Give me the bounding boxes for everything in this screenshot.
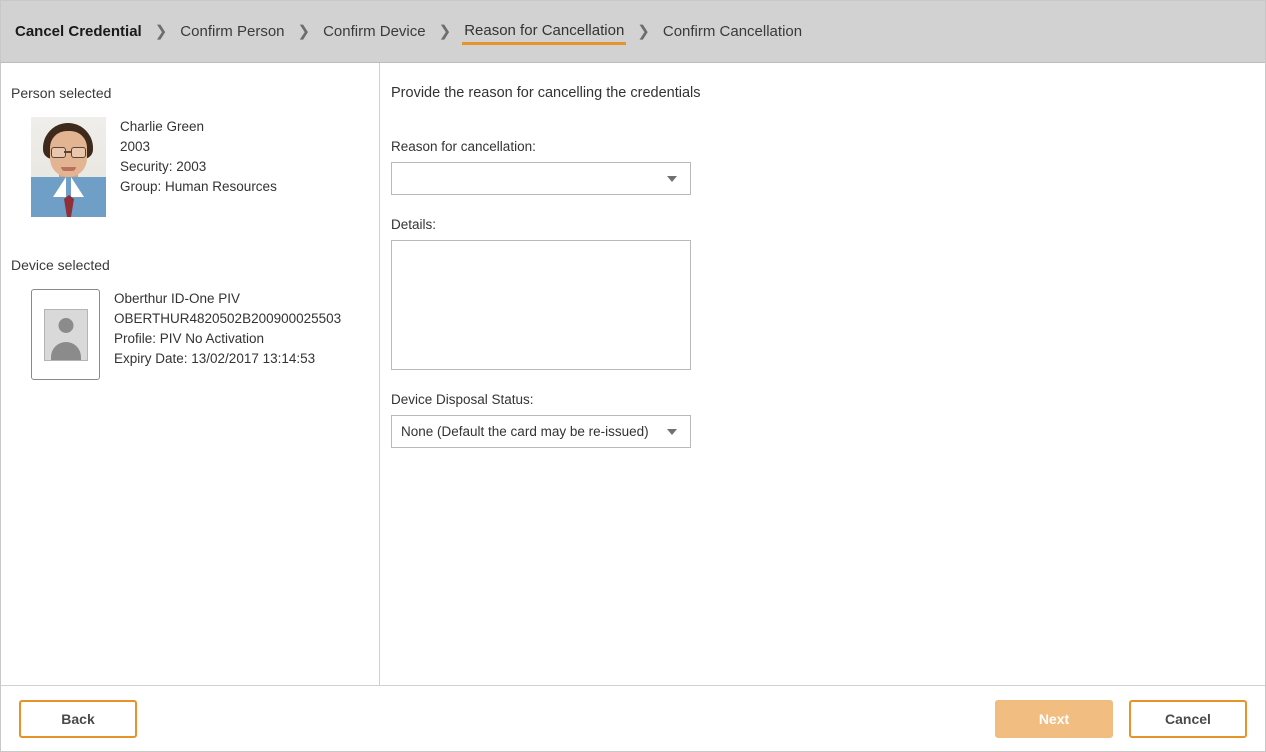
device-details [100,289,341,380]
wizard-body [1,63,1265,685]
breadcrumb-separator-icon: ❯ [297,23,311,40]
disposal-field-group [391,392,691,448]
person-summary [1,101,379,217]
next-button[interactable]: Next [995,700,1113,738]
breadcrumb-step-confirm-person[interactable]: Confirm Person [180,23,285,40]
breadcrumb-step-reason-for-cancellation[interactable]: Reason for Cancellation [462,18,626,45]
device-serial: OBERTHUR4820502B200900025503 [114,311,342,326]
person-selected-heading: Person selected [11,85,112,101]
smartcard-icon [31,289,100,380]
person-name: Charlie Green [120,119,205,134]
person-id: 2003 [120,139,151,154]
reason-form-pane [380,63,1265,685]
breadcrumb [1,1,1265,63]
breadcrumb-step-confirm-device[interactable]: Confirm Device [323,23,426,40]
device-disposal-status-value: None (Default the card may be re-issued) [401,424,649,439]
person-group: Group: Human Resources [120,179,277,194]
person-photo [31,117,106,217]
person-security: Security: 2003 [120,159,207,174]
chevron-down-icon[interactable] [662,416,682,447]
person-details [106,117,277,217]
reason-select[interactable] [391,162,691,195]
device-expiry: Expiry Date: 13/02/2017 13:14:53 [114,351,316,366]
details-label: Details: [391,217,437,232]
details-textarea[interactable] [391,240,691,370]
breadcrumb-step-confirm-cancellation[interactable]: Confirm Cancellation [662,23,803,40]
reason-label: Reason for cancellation: [391,139,536,154]
wizard-footer [1,685,1265,751]
page-title: Provide the reason for cancelling the credentials [391,85,701,101]
device-disposal-status-select[interactable] [391,415,691,448]
cancel-button[interactable]: Cancel [1129,700,1247,738]
breadcrumb-separator-icon: ❯ [154,23,168,40]
device-disposal-status-label: Device Disposal Status: [391,392,534,407]
selection-summary-pane [1,63,380,685]
breadcrumb-step-cancel-credential[interactable]: Cancel Credential [15,23,142,40]
back-button[interactable]: Back [19,700,137,738]
reason-field-group [391,139,691,195]
breadcrumb-separator-icon: ❯ [438,23,452,40]
breadcrumb-separator-icon: ❯ [637,23,650,40]
device-name: Oberthur ID-One PIV [114,291,241,306]
chevron-down-icon[interactable] [662,163,682,194]
device-profile: Profile: PIV No Activation [114,331,265,346]
details-field-group [391,217,691,370]
device-summary [1,273,379,380]
device-selected-heading: Device selected [11,257,110,273]
